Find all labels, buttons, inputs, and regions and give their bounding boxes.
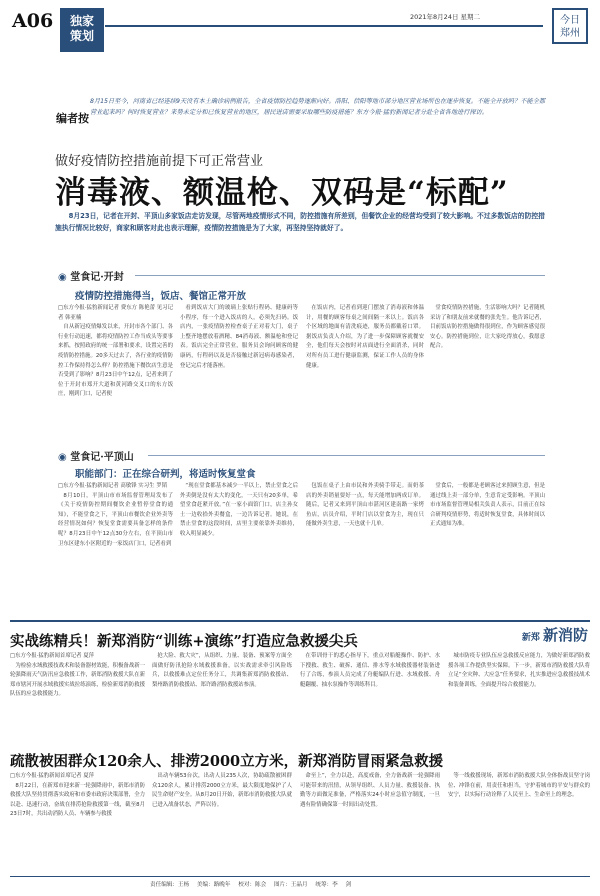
xinzheng-fire-badge bbox=[500, 624, 588, 645]
kaifeng-byline: □东方今报·猛豹新闻记者 费东方 陈艳蕾 见习记者 韩亚楠 bbox=[58, 305, 173, 321]
kaifeng-column-3 bbox=[306, 304, 424, 462]
section-pds-rule bbox=[148, 455, 545, 456]
badge-prefix: 新郑 bbox=[521, 633, 540, 643]
pds-column-4 bbox=[430, 482, 545, 617]
section-kaifeng-head bbox=[58, 268, 124, 283]
kaifeng-column-1 bbox=[58, 304, 173, 462]
drill-article-title: 实战练精兵！新郑消防“训练+演练”打造应急救援尖兵 bbox=[10, 633, 358, 650]
evac-column-2 bbox=[152, 772, 292, 872]
pds-column-2 bbox=[180, 482, 298, 617]
drill-column-3 bbox=[300, 652, 440, 742]
kaifeng-column-2 bbox=[180, 304, 298, 462]
section-kaifeng-rule bbox=[135, 275, 545, 276]
drill-col3-text: 在带训骨干的悉心指导下，重点对船艇操作、防护、水下搜救、救生、破拆、通信、排水等水域救援器材装备进行了合练，参演人员完成了舟艇编队行进、水域救援、舟艇翻覆、抽水泵操作等训练科目。 bbox=[300, 653, 440, 688]
pds-byline: □东方今报·猛豹新闻记者 高敏锋 实习生 罗韬 bbox=[58, 483, 167, 489]
kicker-title: 做好疫情防控措施前提下可正常营业 bbox=[55, 154, 264, 169]
footer-credits: 责任编辑：王杨 美编：路晚年 校对：陈会 图片：王晶月 统筹：李 剑 bbox=[150, 882, 352, 888]
drill-byline: □东方今报·猛豹新闻首席记者 夏萍 bbox=[10, 653, 94, 659]
evac-column-4 bbox=[448, 772, 590, 872]
bullet-icon: ◉ bbox=[58, 272, 67, 283]
section-tag-line2: 策划 bbox=[69, 29, 94, 43]
badge-main: 新消防 bbox=[542, 626, 588, 644]
section-pds-label: 堂食记·平顶山 bbox=[70, 452, 134, 463]
page-number: A06 bbox=[12, 10, 54, 32]
issue-date: 2021年8月24日 星期二 bbox=[410, 13, 481, 21]
evac-col2-text: 出动车辆53台次，出动人员235人次，协助疏散被困群众120余人，累计排涝2000立方米，最大限度地保护了人民生命财产安全。从8月20日开始，新郑市消防救援大队就已进入战备状态，严阵以待。 bbox=[152, 773, 292, 808]
drill-col2-text: 抢大险、救大灾”，从组织、力量、装备、预案等方面全面做好防汛抢险水域救援准备，以实战需求牵引风险练兵，以救援难点定位任务分工，共调集新郑消防救援站、梨州路消防救援站、郑许路消防救援站参演。 bbox=[152, 653, 292, 688]
evac-column-3 bbox=[300, 772, 440, 872]
evac-byline: □东方今报·猛豹新闻首席记者 夏萍 bbox=[10, 773, 94, 779]
editor-note-label: 编者按 bbox=[56, 112, 89, 125]
pds-col2-text: “现在堂食都基本减少一半以上，禁止堂食之后外卖倒是没有太大的变化，一天只有20多单，希望堂食赶紧开放。”在一家小面馆门口，店主孙女士一边收拾外卖餐盒，一边告诉记者。她说，在禁止堂食的这段时间，店里主要依靠外卖维持，收入明显减少。 bbox=[180, 483, 298, 537]
header-rule bbox=[105, 25, 543, 27]
pds-column-3 bbox=[306, 482, 424, 617]
drill-column-1 bbox=[10, 652, 145, 742]
drill-column-4 bbox=[448, 652, 590, 742]
logo-line1: 今日 bbox=[560, 15, 580, 26]
kaifeng-col2-text: 看到饭店大门的玻璃上张贴行程码、健康码等小程序，每一个进入饭店的人，必须先扫码。饭店内，一张疫情防控检查桌子正对着大门，桌子上整齐地摆放着酒精、84消毒液、额温枪和登记表。饭店完全正常营业，服务员会询问顾客的健康码，行程码以及是否接触过新冠病毒感染者，登记完后才能落座。 bbox=[180, 305, 298, 369]
kaifeng-column-4 bbox=[430, 304, 545, 462]
logo-line2: 郑州 bbox=[560, 28, 580, 39]
evac-column-1 bbox=[10, 772, 145, 872]
pds-column-1 bbox=[58, 482, 173, 617]
evac-col4-text: 等一线救援现场，新郑市消防救援大队全体指战员坚守岗位、冲锋在前，用责任和担当，守护着城市的平安与群众的安宁，以实际行动诠释了人民至上、生命至上的理念。 bbox=[448, 773, 590, 799]
evac-article-title: 疏散被困群众120余人、排涝2000立方米，新郑消防冒雨紧急救援 bbox=[10, 753, 444, 770]
pds-col1-text: 8月10日，平顶山市市场监督管理局发布了《关于疫情防控期间餐饮企业暂停堂食的通知》，不能堂食之下，平顶山市餐饮企业外卖等经营情况如何？恢复堂食需要具备怎样的条件呢？8月23日中午12点30分左右，在平顶山市卫东区建东小区附近的一家饭店门口，记者看到 bbox=[58, 492, 173, 547]
bullet-icon: ◉ bbox=[58, 452, 67, 463]
pds-col3-text: 包饭在桌子上由市民和外卖骑手带走。而奶茶店的外卖销量要好一点，每天能增加两成订单。随后，记者又来到平顶山市湛河区建南路一家烤鱼店，店员介绍，平时门店以堂食为主，现在只能做外卖生意，一天也就十几单。 bbox=[306, 483, 424, 528]
section-tag-line1: 独家 bbox=[69, 14, 94, 28]
section-kaifeng-label: 堂食记·开封 bbox=[70, 272, 124, 283]
drill-column-2 bbox=[152, 652, 292, 742]
kaifeng-col3-text: 在饭店内，记者看到迎门摆放了消毒液和体温计，用餐的顾客每桌之间间隔一米以上。饭店各个区域的地面有清洗痕迹，服务员都戴着口罩。据饭店负责人介绍，为了进一步保障顾客就餐安全，他们每天会按时对店面进行全面消杀，同时对所有员工进行健康监测，保证工作人员的身体健康。 bbox=[306, 305, 424, 369]
editor-note-text: 8月15日至今，河南省已经连续9天没有本土确诊病例报告，全省疫情防控趋势逐渐向好。洛阳、信阳等地市部分地区营业场所也在逐步恢复。不能全开放吗？不能全都营业起来吗？何时恢复营业？来势未定分和已恢复营业的地区，居民进店需要采取哪些防疫措施？东方今报·猛豹新闻记者分赴全省各地进行探访。 bbox=[90, 98, 546, 117]
section-tag bbox=[60, 8, 104, 52]
footer-rule bbox=[10, 876, 590, 877]
evac-col1-text: 8月22日，在新郑市迎来新一轮强降雨中，新郑市消防救援大队坚持贯彻落实政府和市委市政府决策部署，全力以赴、迅速行动，奋战在排涝抢险救援第一线，截至8月23日7时，共出动消防人员、车辆参与救援 bbox=[10, 782, 145, 818]
kaifeng-col1-text: 自从新冠疫情爆发以来，开封市各个部门、各行业行动迅速，都将疫情防控工作当成头等要事来抓，按照政府的统一部署和要求，设置完善的疫情防控措施。20多天过去了，各行业的疫情防控工作保持得怎么样？防控措施下餐饮店生意是否受到了影响？8月23日中午12点，记者来到了位于开封市郑开大道和黄河路交叉口的东方饭庄，刚到门口，记者便 bbox=[58, 324, 173, 398]
section-pds-title: 职能部门：正在综合研判，将适时恢复堂食 bbox=[75, 469, 256, 480]
kaifeng-col4-text: 堂食疫情防控措施，生活影响大吗？记者随机采访了和朋友前来就餐的张先生。他告诉记者，目前饭店防控措施做得很到位，作为顾客感觉很安心。防控措施到位，让大家吃得放心，我愿意配合。 bbox=[430, 305, 545, 350]
pds-col4-text: 堂食后，一般都是老顾客过来照顾生意，但是通过线上卖一部分单，生意肯定受影响。平顶山市市场监督管理局相关负责人表示，目前正在综合研判疫情形势，将适时恢复堂食，具体时间以正式通知为准。 bbox=[430, 483, 545, 528]
section-kaifeng-title: 疫情防控措施得当，饭店、餐馆正常开放 bbox=[75, 291, 247, 302]
lead-paragraph: 8月23日，记者在开封、平顶山多家饭店走访发现，尽管两地疫情形式不同，防控措施有所差别，但餐饮企业的经营均受到了较大影响。不过多数饭店的防控措施执行情况比较好，商家和顾客对此也表示理解，疫情防控措施是为了大家，再坚持坚持就好了。 bbox=[55, 212, 545, 232]
main-headline: 消毒液、额温枪、双码是“标配” bbox=[55, 175, 509, 211]
evac-col3-text: 命至上”，全力以赴，高度戒备，全力备战新一轮强降雨可能带来的汛情，从领导组织、人员力量、救援装备、执勤等方面做足准备，严格落实24小时应急值守制度，一旦遇有险情确保第一时间出动处置。 bbox=[300, 773, 440, 808]
section-pds-head bbox=[58, 448, 134, 463]
section-divider bbox=[10, 620, 590, 622]
drill-col1-text: 为检验水域救援技战术和装备器材效能，积极备战新一轮强降雨天气防汛应急救援工作，新郑消防救援大队在新郑市辖河开展水域救援实战拉练演练，检验新郑消防救援队伍的应急救援能力。 bbox=[10, 662, 145, 698]
newspaper-logo bbox=[552, 8, 588, 44]
drill-col4-text: 城市防疫专业队伍应急救援反应能力，为做好新郑消防救援各项工作提供坚实保障。下一步，新郑市消防救援大队将立足“全灾种、大应急”任务要求，扎实推进应急救援技战术和装备训练，全面提升综合救援能力。 bbox=[448, 653, 590, 688]
